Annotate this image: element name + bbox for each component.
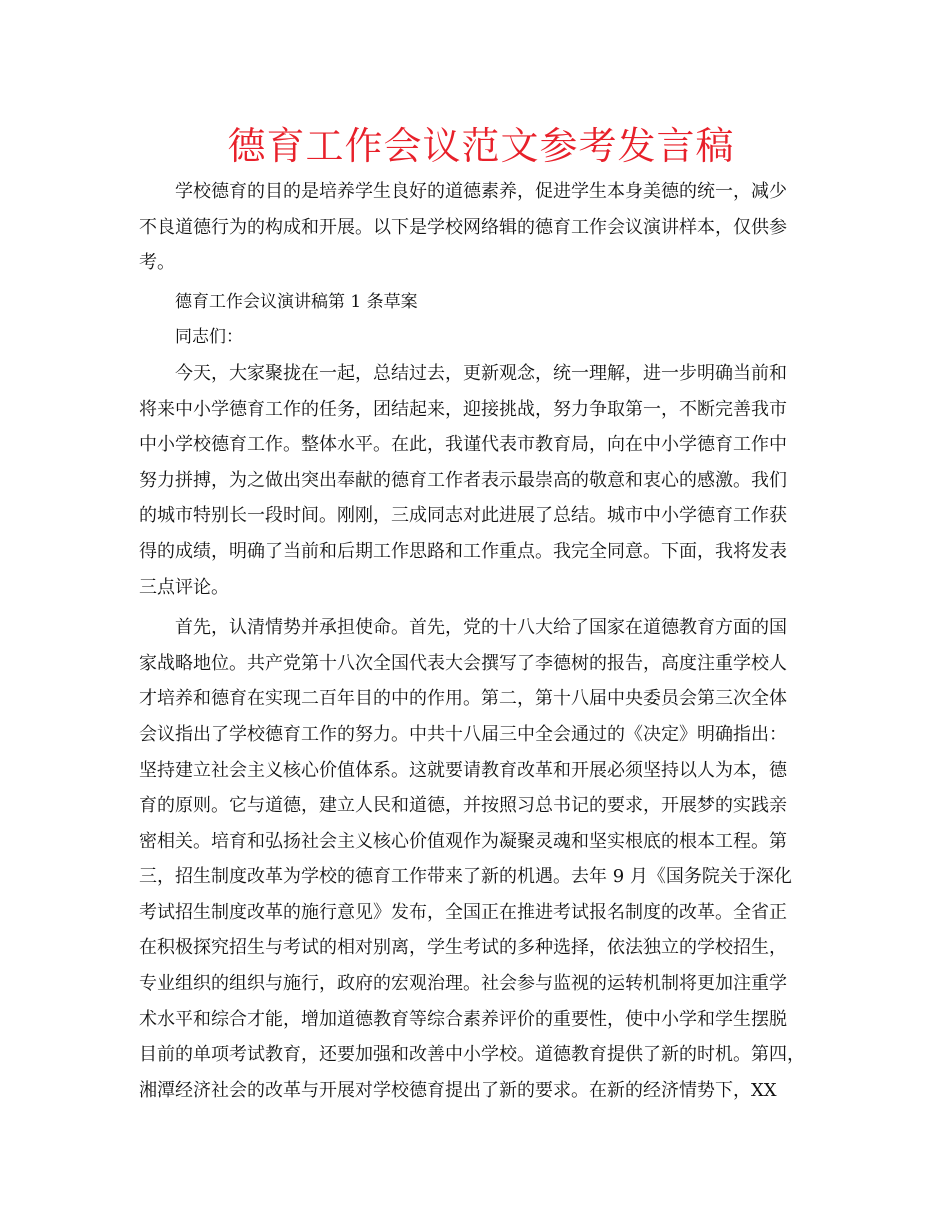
paragraph-line: 三，招生制度改革为学校的德育工作带来了新的机遇。去年 9 月《国务院关于深化 <box>139 866 792 888</box>
paragraph-line: 才培养和德育在实现二百年目的中的作用。第二，第十八届中央委员会第三次全体 <box>139 688 787 710</box>
paragraph-line: 考试招生制度改革的施行意见》发布，全国正在推进考试报名制度的改革。全省正 <box>139 901 787 923</box>
paragraph-line: 坚持建立社会主义核心价值体系。这就要请教育改革和开展必须坚持以人为本，德 <box>139 759 787 781</box>
intro-paragraph <box>139 174 823 281</box>
paragraph-line: 专业组织的组织与施行，政府的宏观治理。社会参与监视的运转机制将更加注重学 <box>139 973 787 995</box>
paragraph-line: 目前的单项考试教育，还要加强和改善中小学校。道德教育提供了新的时机。第四， <box>139 1044 805 1066</box>
salutation: 同志们： <box>175 327 243 348</box>
paragraph-line: 密相关。培育和弘扬社会主义核心价值观作为凝聚灵魂和坚实根底的根本工程。第 <box>139 830 787 852</box>
intro-line: 学校德育的目的是培养学生良好的道德素养，促进学生本身美德的统一，减少 <box>175 181 787 202</box>
paragraph-line: 在积极探究招生与考试的相对别离，学生考试的多种选择，依法独立的学校招生， <box>139 937 787 959</box>
paragraph-line: 会议指出了学校德育工作的努力。中共十八届三中全会通过的《决定》明确指出： <box>139 723 787 745</box>
intro-line: 不良道德行为的构成和开展。以下是学校网络辑的德育工作会议演讲样本，仅供参 <box>139 216 787 238</box>
paragraph-line: 得的成绩，明确了当前和后期工作思路和工作重点。我完全同意。下面，我将发表 <box>139 540 787 562</box>
paragraph-line: 家战略地位。共产党第十八次全国代表大会撰写了李德树的报告，高度注重学校人 <box>139 652 787 674</box>
paragraph-line: 术水平和综合才能，增加道德教育等综合素养评价的重要性，使中小学和学生摆脱 <box>139 1008 787 1030</box>
intro-line: 考。 <box>139 252 175 274</box>
section-heading: 德育工作会议演讲稿第 1 条草案 <box>175 291 418 312</box>
document-title: 德育工作会议范文参考发言稿 <box>227 124 735 168</box>
paragraph-line: 将来中小学德育工作的任务，团结起来，迎接挑战，努力争取第一，不断完善我市 <box>139 398 787 420</box>
paragraph-line: 今天，大家聚拢在一起，总结过去，更新观念，统一理解，进一步明确当前和 <box>175 362 787 384</box>
paragraph-line: 育的原则。它与道德，建立人民和道德，并按照习总书记的要求，开展梦的实践亲 <box>139 795 787 817</box>
body-paragraph-2 <box>139 610 823 1108</box>
paragraph-line: 湘潭经济社会的改革与开展对学校德育提出了新的要求。在新的经济情势下，XX <box>139 1079 777 1101</box>
paragraph-line: 中小学校德育工作。整体水平。在此，我谨代表市教育局，向在中小学德育工作中 <box>139 434 787 456</box>
body-paragraph-1 <box>139 356 823 605</box>
paragraph-line: 努力拼搏，为之做出突出奉献的德育工作者表示最崇高的敬意和衷心的感激。我们 <box>139 469 787 491</box>
document-body <box>139 118 823 1108</box>
paragraph-line: 首先，认清情势并承担使命。首先，党的十八大给了国家在道德教育方面的国 <box>175 617 787 639</box>
paragraph-line: 三点评论。 <box>139 576 229 598</box>
paragraph-line: 的城市特别长一段时间。刚刚，三成同志对此进展了总结。城市中小学德育工作获 <box>139 505 787 527</box>
